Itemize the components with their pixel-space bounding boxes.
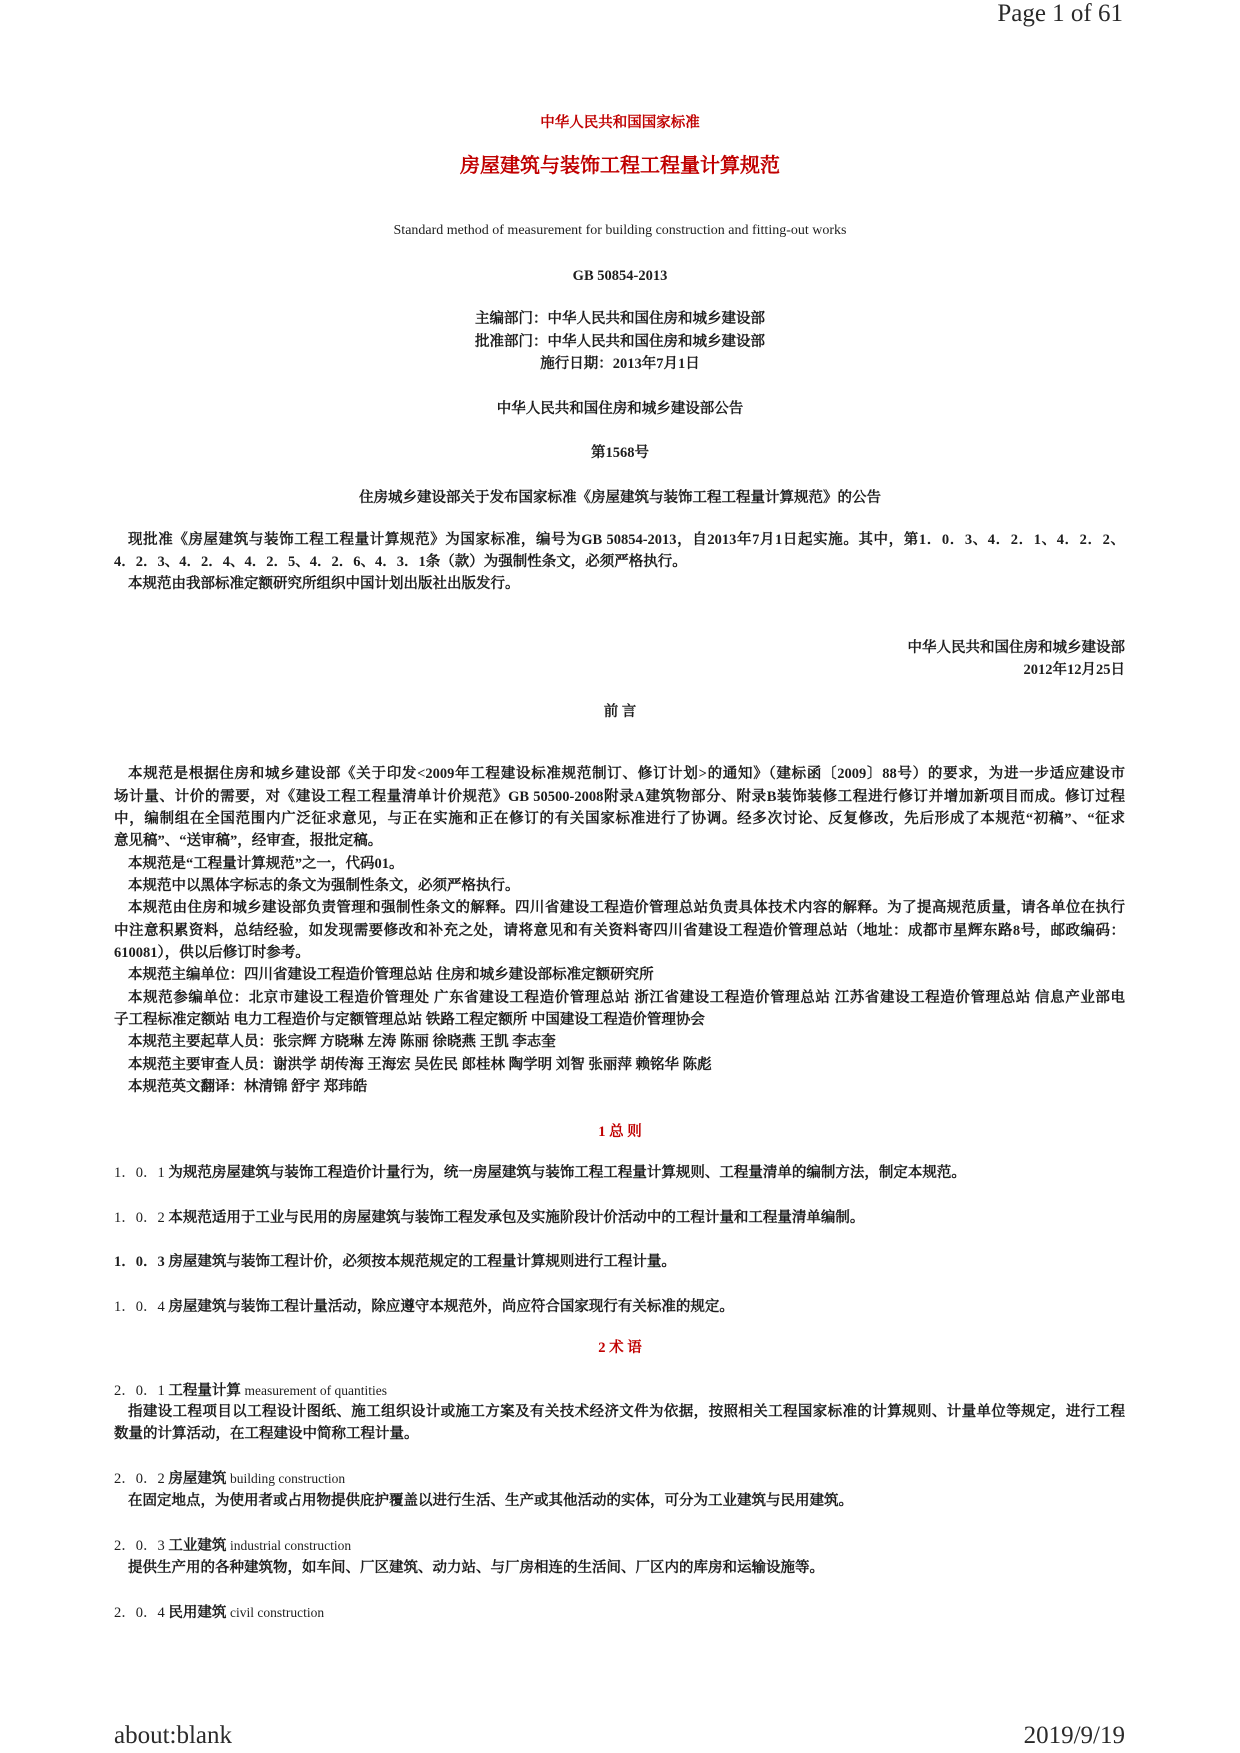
english-title: Standard method of measurement for building construction and fitting-out works xyxy=(393,223,847,238)
foreword-line: 本规范主要审查人员：谢洪学 胡传海 王海宏 吴佐民 郎桂林 陶学明 刘智 张丽萍 赖铭华 陈彪 xyxy=(128,1057,712,1073)
term-number: 2．0．2 xyxy=(114,1471,165,1487)
page-indicator: Page 1 of 61 xyxy=(997,0,1123,27)
approval-dept: 批准部门：中华人民共和国住房和城乡建设部 xyxy=(475,334,765,350)
term-definition-line: 提供生产用的各种建筑物，如车间、厂区建筑、动力站、与厂房相连的生活间、厂区内的库房和运输设施等。 xyxy=(128,1560,824,1576)
foreword-line: 本规范主要起草人员：张宗辉 方晓琳 左涛 陈丽 徐晓燕 王凯 李志奎 xyxy=(128,1034,556,1050)
foreword-line: 场计量、计价的需要，对《建设工程工程量清单计价规范》GB 50500-2008附录A建筑物部分、附录B装饰装修工程进行修订并增加新项目而成。修订过程 xyxy=(114,789,1125,805)
chapter-2-heading: 2 术 语 xyxy=(598,1340,642,1356)
foreword-line: 本规范是“工程量计算规范”之一，代码01。 xyxy=(128,856,404,872)
clause-text: 房屋建筑与装饰工程计量活动，除应遵守本规范外，尚应符合国家现行有关标准的规定。 xyxy=(168,1299,734,1315)
clause-1-0-1 xyxy=(114,1162,966,1184)
announcement-body-line: 现批准《房屋建筑与装饰工程工程量计算规范》为国家标准，编号为GB 50854-2013，自2013年7月1日起实施。其中，第1．0．3、4．2．1、4．2．2、 xyxy=(128,532,1125,548)
term-2-0-1 xyxy=(114,1380,387,1402)
clause-number: 1．0．4 xyxy=(114,1299,165,1315)
announcement-number: 第1568号 xyxy=(591,445,649,461)
announcement-body-line: 4．2．3、4．2．4、4．2．5、4．2．6、4．3．1条（款）为强制性条文，必须严格执行。 xyxy=(114,554,687,570)
clause-number: 1．0．3 xyxy=(114,1254,165,1270)
effective-date: 施行日期：2013年7月1日 xyxy=(540,356,700,372)
term-2-0-2 xyxy=(114,1468,345,1490)
footer-url: about:blank xyxy=(114,1722,233,1749)
term-number: 2．0．4 xyxy=(114,1605,165,1621)
standard-code: GB 50854-2013 xyxy=(572,268,668,284)
standard-type: 中华人民共和国国家标准 xyxy=(540,115,700,131)
term-definition-line: 指建设工程项目以工程设计图纸、施工组织设计或施工方案及有关技术经济文件为依据，按照相关工程国家标准的计算规则、计量单位等规定，进行工程 xyxy=(128,1404,1125,1420)
foreword-line: 本规范是根据住房和城乡建设部《关于印发<2009年工程建设标准规范制订、修订计划>的通知》（建标函〔2009〕88号）的要求，为进一步适应建设市 xyxy=(128,766,1125,782)
clause-1-0-2 xyxy=(114,1207,864,1229)
term-number: 2．0．1 xyxy=(114,1383,165,1399)
foreword-line: 本规范由住房和城乡建设部负责管理和强制性条文的解释。四川省建设工程造价管理总站负责具体技术内容的解释。为了提高规范质量，请各单位在执行 xyxy=(128,900,1125,916)
term-2-0-3 xyxy=(114,1535,351,1557)
term-number: 2．0．3 xyxy=(114,1538,165,1554)
announcement-body-line: 本规范由我部标准定额研究所组织中国计划出版社出版发行。 xyxy=(128,576,520,592)
foreword-line: 本规范中以黑体字标志的条文为强制性条文，必须严格执行。 xyxy=(128,878,520,894)
term-english: building construction xyxy=(230,1471,346,1486)
term-definition-line: 数量的计算活动，在工程建设中简称工程计量。 xyxy=(114,1426,419,1442)
term-name: 房屋建筑 xyxy=(168,1471,227,1487)
clause-text: 房屋建筑与装饰工程计价，必须按本规范规定的工程量计算规则进行工程计量。 xyxy=(168,1254,676,1270)
term-english: civil construction xyxy=(230,1605,325,1620)
document-title: 房屋建筑与装饰工程工程量计算规范 xyxy=(460,155,780,177)
term-name: 工业建筑 xyxy=(168,1538,227,1554)
term-name: 工程量计算 xyxy=(168,1383,241,1399)
foreword-line: 本规范主编单位：四川省建设工程造价管理总站 住房和城乡建设部标准定额研究所 xyxy=(128,967,654,983)
foreword-line: 本规范英文翻译：林清锦 舒宇 郑玮皓 xyxy=(128,1079,368,1095)
announcement-date: 2012年12月25日 xyxy=(1023,662,1125,678)
term-2-0-4 xyxy=(114,1602,324,1624)
clause-text: 本规范适用于工业与民用的房屋建筑与装饰工程发承包及实施阶段计价活动中的工程计量和工程量清单编制。 xyxy=(168,1210,865,1226)
clause-1-0-4 xyxy=(114,1296,734,1318)
clause-text: 为规范房屋建筑与装饰工程造价计量行为，统一房屋建筑与装饰工程工程量计算规则、工程量清单的编制方法，制定本规范。 xyxy=(168,1165,966,1181)
clause-number: 1．0．1 xyxy=(114,1165,165,1181)
foreword-line: 中，编制组在全国范围内广泛征求意见，与正在实施和正在修订的有关国家标准进行了协调。经多次讨论、反复修改，先后形成了本规范“初稿”、“征求 xyxy=(114,811,1125,827)
clause-1-0-3 xyxy=(114,1251,676,1273)
footer-date: 2019/9/19 xyxy=(1023,1722,1125,1749)
foreword-line: 610081），供以后修订时参考。 xyxy=(114,945,310,961)
announcement-title: 住房城乡建设部关于发布国家标准《房屋建筑与装饰工程工程量计算规范》的公告 xyxy=(359,490,881,506)
chapter-1-heading: 1 总 则 xyxy=(598,1124,642,1140)
foreword-line: 中注意积累资料，总结经验，如发现需要修改和补充之处，请将意见和有关资料寄四川省建设工程造价管理总站（地址：成都市星辉东路8号，邮政编码： xyxy=(114,923,1125,939)
foreword-heading: 前 言 xyxy=(603,704,637,720)
foreword-line: 意见稿”、“送审稿”，经审查，报批定稿。 xyxy=(114,833,383,849)
term-definition-line: 在固定地点，为使用者或占用物提供庇护覆盖以进行生活、生产或其他活动的实体，可分为工业建筑与民用建筑。 xyxy=(128,1493,853,1509)
term-english: industrial construction xyxy=(230,1538,352,1553)
term-english: measurement of quantities xyxy=(244,1383,387,1398)
announcement-issuer: 中华人民共和国住房和城乡建设部公告 xyxy=(496,401,744,417)
clause-number: 1．0．2 xyxy=(114,1210,165,1226)
announcement-signature: 中华人民共和国住房和城乡建设部 xyxy=(907,640,1125,656)
term-name: 民用建筑 xyxy=(168,1605,227,1621)
foreword-line: 子工程标准定额站 电力工程造价与定额管理总站 铁路工程定额所 中国建设工程造价管理协会 xyxy=(114,1012,705,1028)
chief-editor-dept: 主编部门：中华人民共和国住房和城乡建设部 xyxy=(475,311,765,327)
foreword-line: 本规范参编单位：北京市建设工程造价管理处 广东省建设工程造价管理总站 浙江省建设工程造价管理总站 江苏省建设工程造价管理总站 信息产业部电 xyxy=(128,990,1125,1006)
